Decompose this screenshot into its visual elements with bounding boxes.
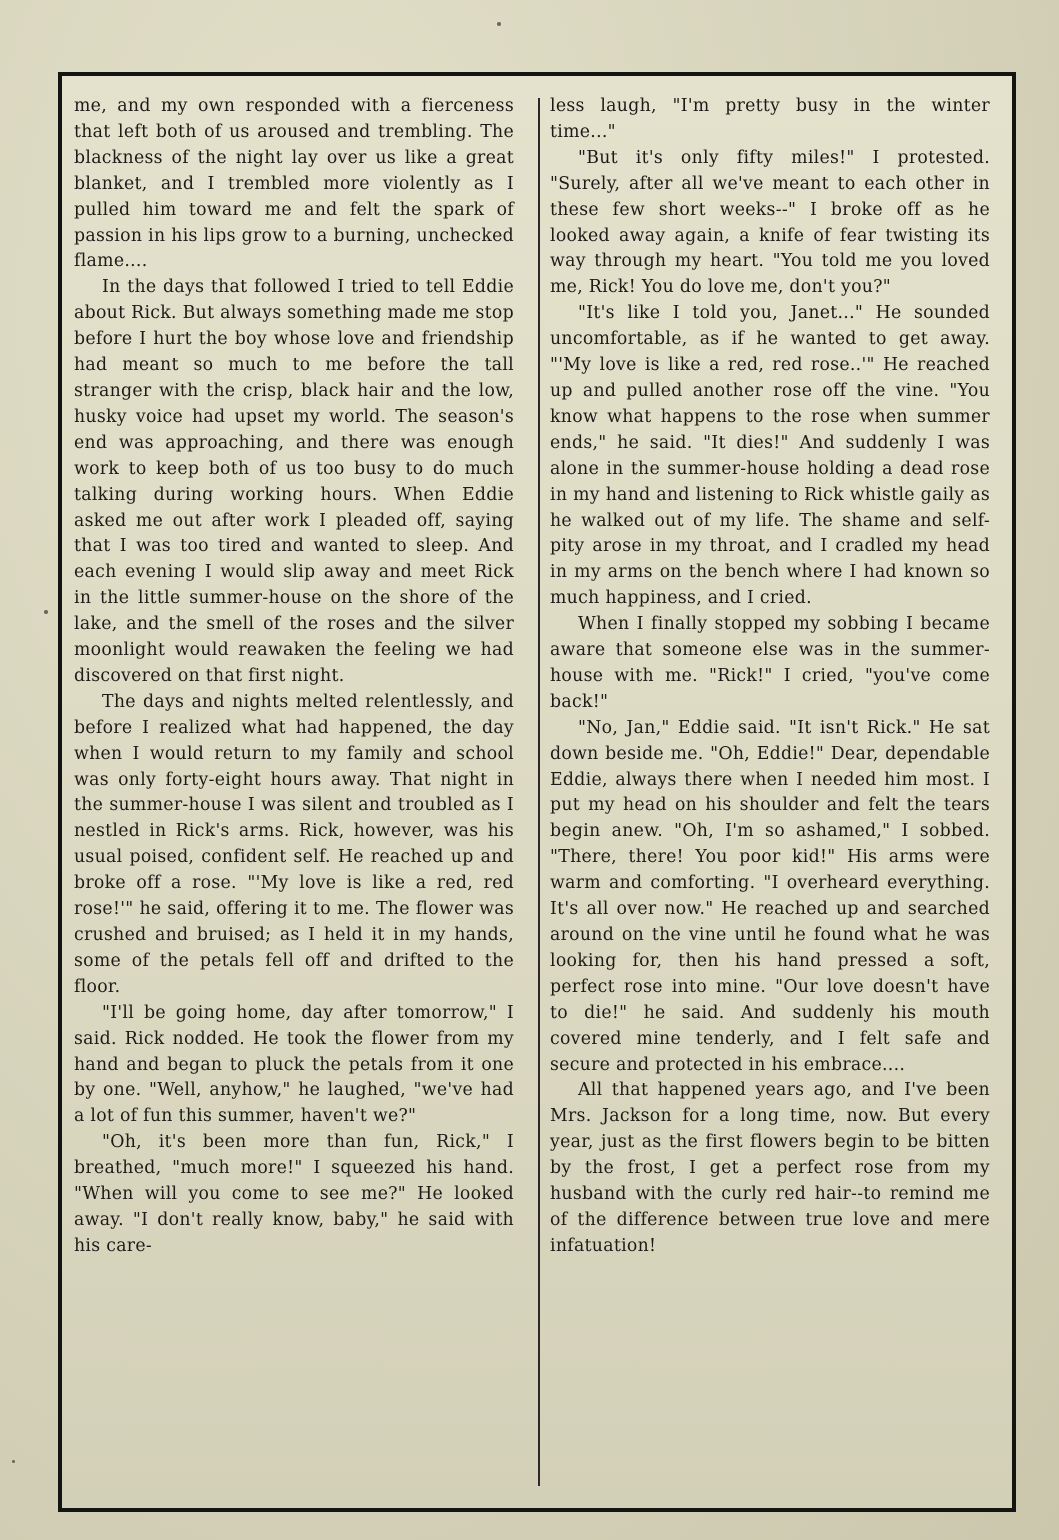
paragraph: me, and my own responded with a fierceness that left both of us aroused and trembling. The blackness of the night lay over us like a great blanket, and I trembled more violently as I pulled him toward me and felt the spark of passion in his lips grow to a burning, unchecked flame.... — [74, 96, 514, 272]
paragraph: "But it's only fifty miles!" I protested. "Surely, after all we've meant to each other in these few short weeks--" I broke off as he looked away again, a knife of fear twisting its way through my heart. "You told me you loved me, Rick! You do love me, don't you?" — [550, 147, 990, 298]
paper-speck — [12, 1460, 15, 1463]
paragraph: less laugh, "I'm pretty busy in the winter time..." — [550, 96, 990, 142]
paragraph: When I finally stopped my sobbing I became aware that someone else was in the summer-house with me. "Rick!" I cried, "you've come back!" — [550, 614, 990, 712]
paper-speck — [497, 22, 501, 26]
paragraph: In the days that followed I tried to tell Eddie about Rick. But always something made me stop before I hurt the boy whose love and friendship had meant so much to me before the tall stranger with the crisp, black hair and the low, husky voice had upset my world. The season's end was approaching, and there was enough work to keep both of us too busy to do much talking during working hours. When Eddie asked me out after work I pleaded off, saying that I was too tired and wanted to sleep. And each evening I would slip away and meet Rick in the little summer-house on the shore of the lake, and the smell of the roses and the silver moonlight would reawaken the feeling we had discovered on that first night. — [74, 277, 514, 686]
paragraph: "Oh, it's been more than fun, Rick," I breathed, "much more!" I squeezed his hand. "When will you come to see me?" He looked away. "I don't really know, baby," he said with his care- — [74, 1132, 514, 1256]
paragraph: The days and nights melted relentlessly, and before I realized what had happened, the day when I would return to my family and school was only forty-eight hours away. That night in the summer-house I was silent and troubled as I nestled in Rick's arms. Rick, however, was his usual poised, confident self. He reached up and broke off a rose. "'My love is like a red, red rose!'" he said, offering it to me. The flower was crushed and bruised; as I held it in my hands, some of the petals fell off and drifted to the floor. — [74, 691, 514, 997]
right-text-column — [550, 94, 990, 1260]
left-text-column — [74, 94, 514, 1260]
paper-speck — [44, 610, 48, 614]
paragraph: "It's like I told you, Janet..." He sounded uncomfortable, as if he wanted to get away. "'My love is like a red, red rose..'" He reached up and pulled another rose off the vine. "You know what happens to the rose when summer ends," he said. "It dies!" And suddenly I was alone in the summer-house holding a dead rose in my hand and listening to Rick whistle gaily as he walked out of my life. The shame and self-pity arose in my throat, and I cradled my head in my arms on the bench where I had known so much happiness, and I cried. — [550, 303, 990, 609]
column-divider — [538, 98, 540, 1486]
paragraph: All that happened years ago, and I've been Mrs. Jackson for a long time, now. But every year, just as the first flowers begin to be bitten by the frost, I get a perfect rose from my husband with the curly red hair--to remind me of the difference between true love and mere infatuation! — [550, 1080, 990, 1256]
paragraph: "I'll be going home, day after tomorrow," I said. Rick nodded. He took the flower from my hand and began to pluck the petals from it one by one. "Well, anyhow," he laughed, "we've had a lot of fun this summer, haven't we?" — [74, 1002, 514, 1127]
story-page-frame — [58, 72, 1016, 1512]
paragraph: "No, Jan," Eddie said. "It isn't Rick." He sat down beside me. "Oh, Eddie!" Dear, dependable Eddie, always there when I needed him most. I put my head on his shoulder and felt the tears begin anew. "Oh, I'm so ashamed," I sobbed. "There, there! You poor kid!" His arms were warm and comforting. "I overheard everything. It's all over now." He reached up and searched around on the vine until he found what he was looking for, then his hand pressed a soft, perfect rose into mine. "Our love doesn't have to die!" he said. And suddenly his mouth covered mine tenderly, and I felt safe and secure and protected in his embrace.... — [550, 717, 990, 1075]
